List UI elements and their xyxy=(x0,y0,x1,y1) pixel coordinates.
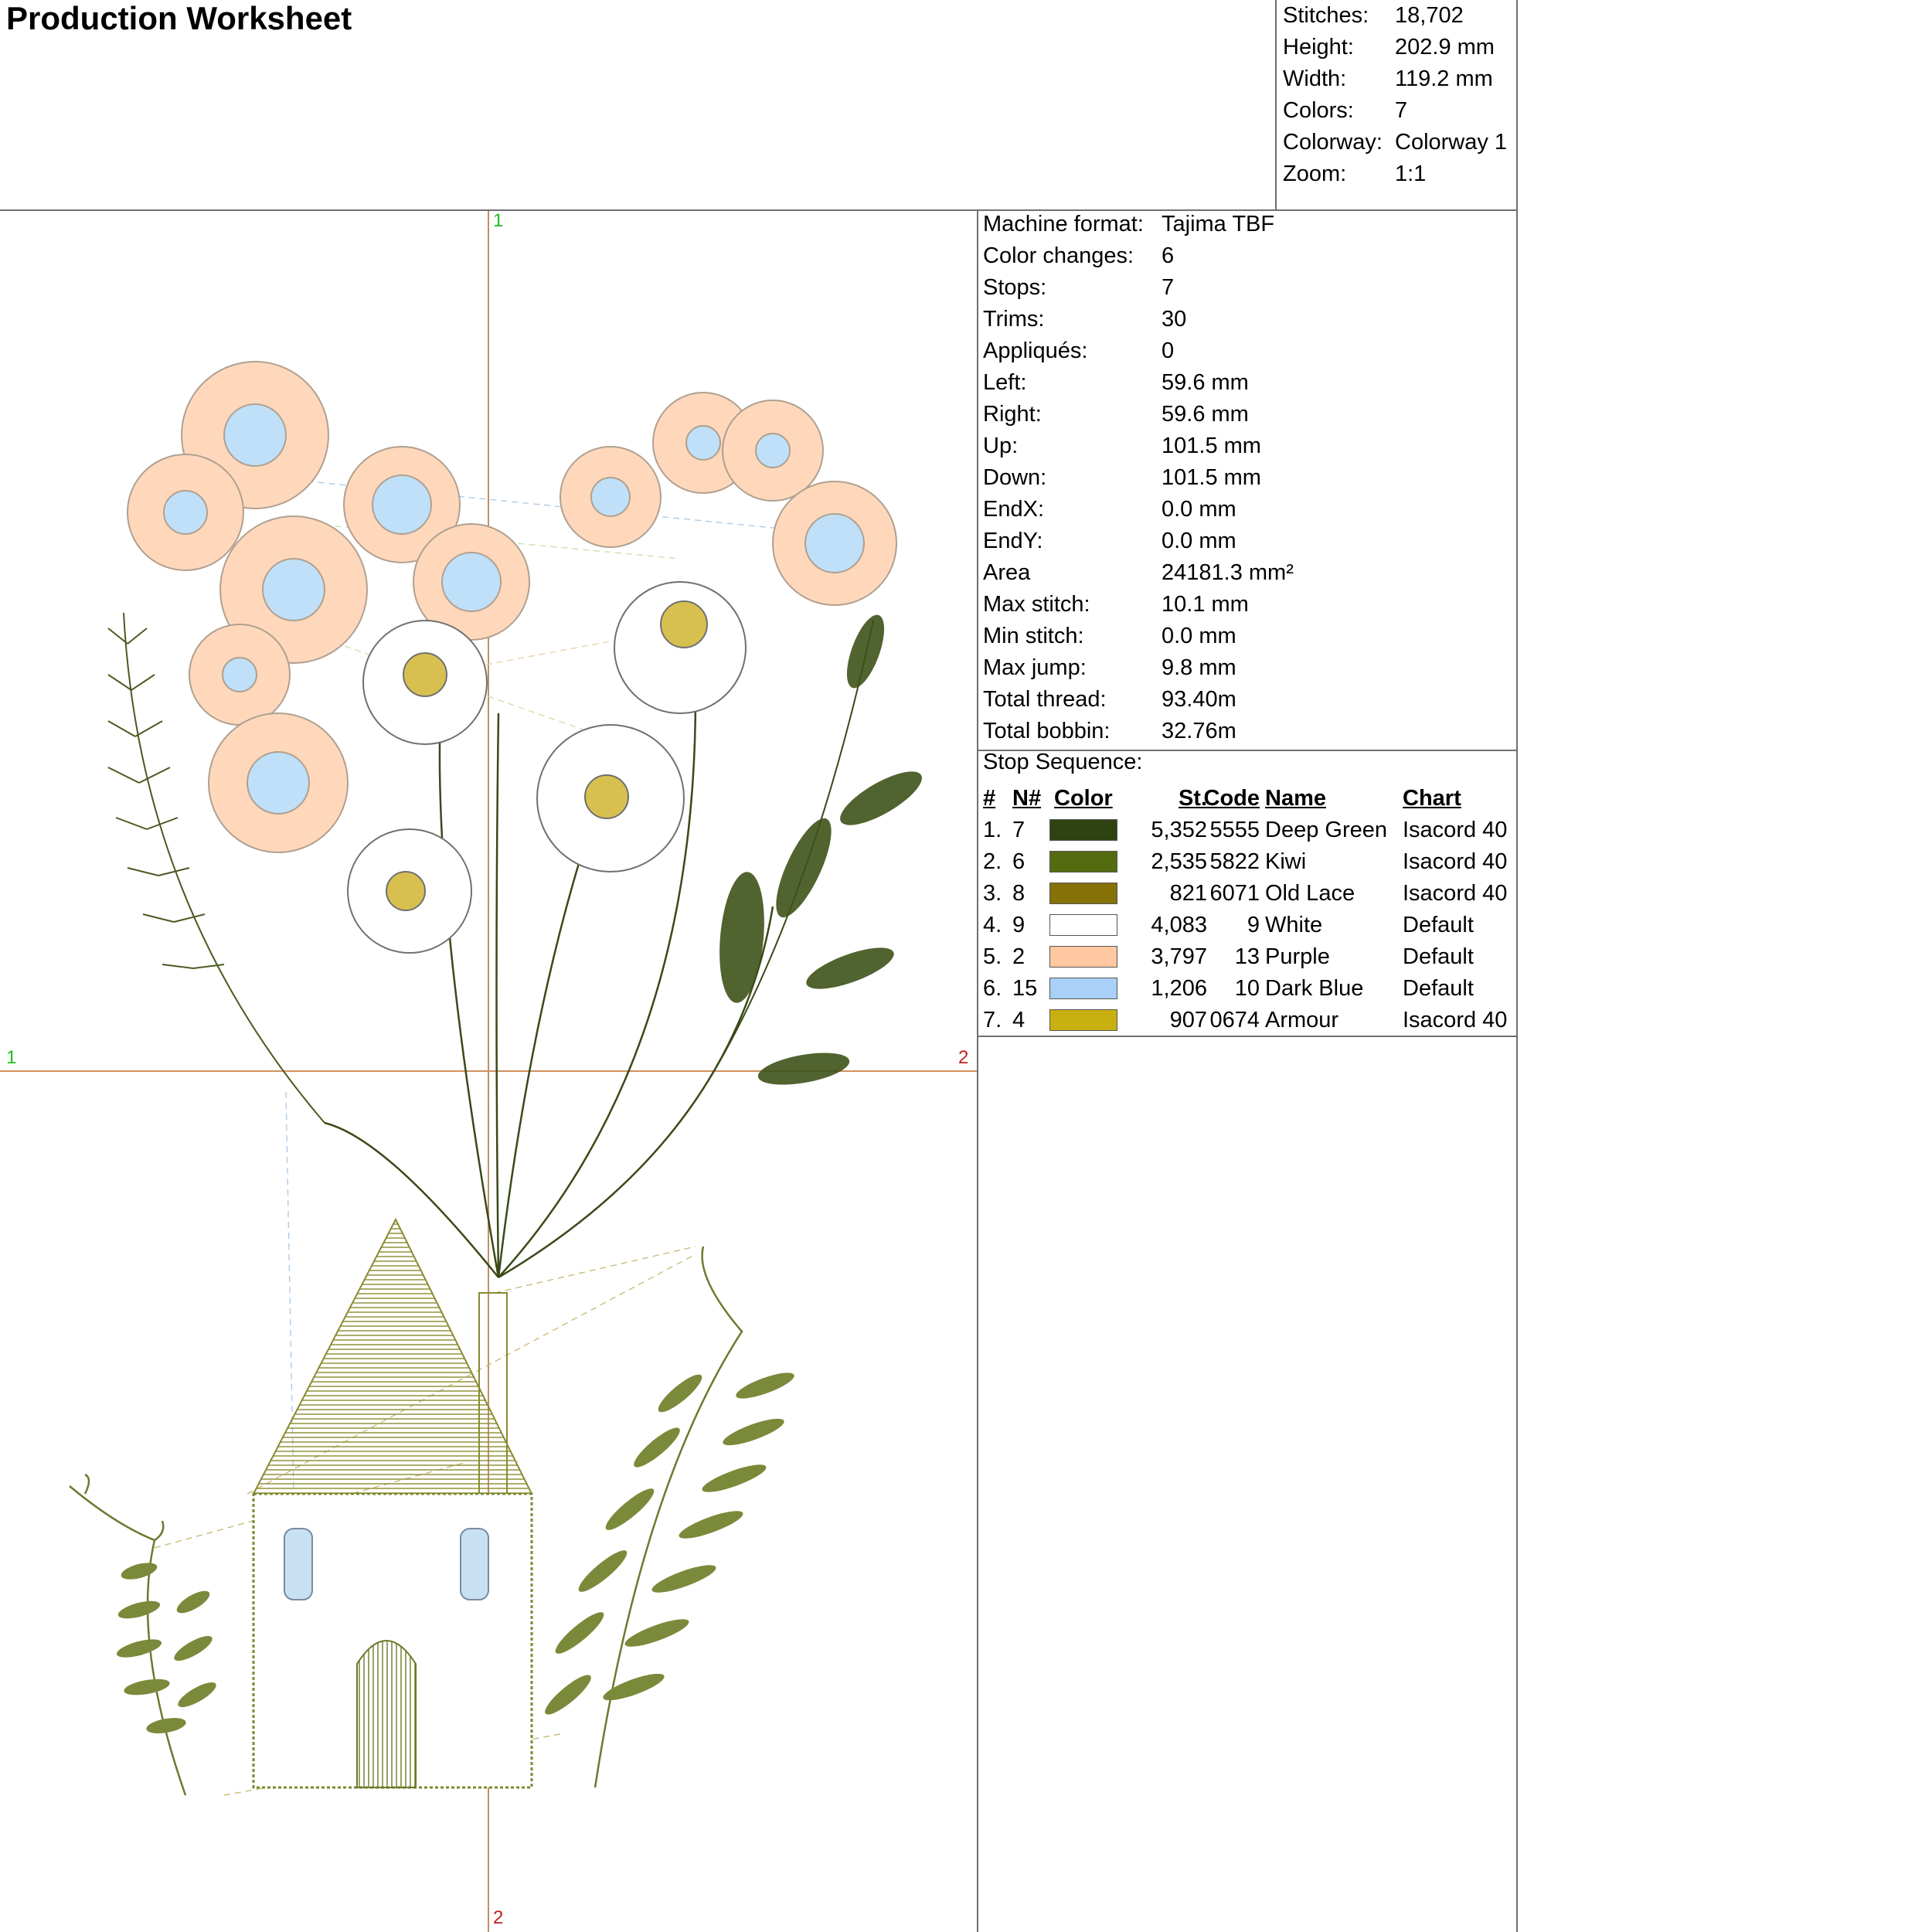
row-index: 7. xyxy=(983,1008,1002,1032)
row-thread-name: Dark Blue xyxy=(1265,976,1364,1001)
guide-marker-left: 1 xyxy=(6,1047,17,1068)
detail-row xyxy=(983,209,1516,240)
color-swatch xyxy=(1049,914,1117,936)
summary-row xyxy=(1283,63,1522,95)
summary-row xyxy=(1283,127,1522,158)
row-index: 3. xyxy=(983,881,1002,906)
summary-label: Colorway: xyxy=(1283,130,1383,155)
table-row xyxy=(983,941,1516,973)
detail-row xyxy=(983,462,1516,494)
color-swatch xyxy=(1049,883,1117,904)
header-chart: Chart xyxy=(1403,786,1461,811)
summary-row xyxy=(1283,158,1522,190)
row-thread-name: Kiwi xyxy=(1265,849,1307,874)
guide-marker-bottom: 2 xyxy=(493,1907,504,1928)
summary-label: Stitches: xyxy=(1283,3,1369,28)
house-window-right xyxy=(461,1529,488,1600)
row-needle: 8 xyxy=(1012,881,1026,906)
row-thread-name: White xyxy=(1265,913,1323,937)
detail-row xyxy=(983,240,1516,272)
row-stitches: 5,352 xyxy=(1151,818,1207,842)
row-stitches: 2,535 xyxy=(1151,849,1207,874)
color-swatch xyxy=(1049,851,1117,872)
detail-row xyxy=(983,621,1516,652)
detail-value: 59.6 mm xyxy=(1162,370,1249,395)
detail-row xyxy=(983,367,1516,399)
detail-row xyxy=(983,272,1516,304)
row-index: 2. xyxy=(983,849,1002,874)
detail-row xyxy=(983,684,1516,716)
detail-value: 7 xyxy=(1162,275,1175,300)
row-stitches: 907 xyxy=(1169,1008,1207,1032)
detail-value: 0.0 mm xyxy=(1162,529,1236,553)
header-needle: N# xyxy=(1012,786,1042,811)
row-chart: Default xyxy=(1403,944,1474,969)
row-chart: Default xyxy=(1403,976,1474,1001)
detail-value: 24181.3 mm² xyxy=(1162,560,1294,585)
row-needle: 2 xyxy=(1012,944,1026,969)
detail-label: EndY: xyxy=(983,529,1043,553)
detail-row xyxy=(983,430,1516,462)
summary-row xyxy=(1283,32,1522,63)
table-row xyxy=(983,846,1516,878)
detail-value: 10.1 mm xyxy=(1162,592,1249,617)
row-chart: Isacord 40 xyxy=(1403,849,1508,874)
detail-label: Trims: xyxy=(983,307,1045,332)
summary-value: 7 xyxy=(1395,98,1408,123)
summary-value: 1:1 xyxy=(1395,162,1427,186)
row-code: 5822 xyxy=(1209,849,1260,874)
detail-value: 101.5 mm xyxy=(1162,465,1261,490)
row-index: 5. xyxy=(983,944,1002,969)
machine-details xyxy=(983,209,1516,747)
row-index: 1. xyxy=(983,818,1002,842)
row-thread-name: Old Lace xyxy=(1265,881,1355,906)
detail-label: Up: xyxy=(983,434,1019,458)
house xyxy=(253,1219,532,1787)
row-chart: Isacord 40 xyxy=(1403,881,1508,906)
detail-value: 30 xyxy=(1162,307,1187,332)
row-code: 5555 xyxy=(1209,818,1260,842)
row-code: 0674 xyxy=(1209,1008,1260,1032)
detail-label: Min stitch: xyxy=(983,624,1084,648)
color-swatch xyxy=(1049,819,1117,841)
header-stitches: St. xyxy=(1178,786,1207,811)
house-door xyxy=(357,1641,416,1787)
detail-value: 101.5 mm xyxy=(1162,434,1261,458)
header-index: # xyxy=(983,786,996,811)
white-daisies xyxy=(348,582,746,953)
detail-label: Right: xyxy=(983,402,1042,427)
detail-label: Area xyxy=(983,560,1031,585)
house-roof xyxy=(253,1219,532,1494)
row-chart: Isacord 40 xyxy=(1403,818,1508,842)
stop-table-header xyxy=(983,783,1516,815)
summary-stats xyxy=(1283,0,1522,190)
summary-left-border xyxy=(1275,0,1277,211)
row-code: 13 xyxy=(1234,944,1260,969)
detail-label: Max jump: xyxy=(983,655,1087,680)
detail-value: 0.0 mm xyxy=(1162,497,1236,522)
detail-value: 9.8 mm xyxy=(1162,655,1236,680)
header-name: Name xyxy=(1265,786,1326,811)
row-code: 6071 xyxy=(1209,881,1260,906)
detail-label: Appliqués: xyxy=(983,338,1088,363)
panel-right-border xyxy=(1516,0,1518,1932)
detail-row xyxy=(983,589,1516,621)
detail-label: Total thread: xyxy=(983,687,1107,712)
row-index: 4. xyxy=(983,913,1002,937)
row-needle: 7 xyxy=(1012,818,1026,842)
stop-sequence-title: Stop Sequence: xyxy=(983,750,1143,774)
row-chart: Isacord 40 xyxy=(1403,1008,1508,1032)
row-stitches: 3,797 xyxy=(1151,944,1207,969)
summary-row xyxy=(1283,95,1522,127)
detail-label: Left: xyxy=(983,370,1027,395)
row-index: 6. xyxy=(983,976,1002,1001)
row-stitches: 1,206 xyxy=(1151,976,1207,1001)
embroidery-design-preview xyxy=(0,211,977,1932)
table-row xyxy=(983,973,1516,1005)
row-needle: 6 xyxy=(1012,849,1026,874)
left-fern-leaflets xyxy=(115,1560,219,1736)
detail-label: Color changes: xyxy=(983,243,1134,268)
header-color: Color xyxy=(1054,786,1113,811)
detail-row xyxy=(983,335,1516,367)
design-right-border xyxy=(977,209,978,1932)
summary-label: Colors: xyxy=(1283,98,1354,123)
row-thread-name: Armour xyxy=(1265,1008,1339,1032)
detail-label: Max stitch: xyxy=(983,592,1090,617)
detail-row xyxy=(983,494,1516,526)
row-chart: Default xyxy=(1403,913,1474,937)
table-row xyxy=(983,910,1516,941)
detail-value: Tajima TBF xyxy=(1162,212,1275,236)
summary-label: Width: xyxy=(1283,66,1347,91)
detail-label: Down: xyxy=(983,465,1047,490)
page-title: Production Worksheet xyxy=(6,0,352,36)
row-stitches: 821 xyxy=(1169,881,1207,906)
detail-row xyxy=(983,526,1516,557)
color-swatch xyxy=(1049,978,1117,999)
row-code: 10 xyxy=(1234,976,1260,1001)
peach-flowers xyxy=(128,362,896,852)
summary-value: 202.9 mm xyxy=(1395,35,1495,60)
detail-label: Stops: xyxy=(983,275,1047,300)
detail-label: EndX: xyxy=(983,497,1044,522)
right-leaves xyxy=(715,611,929,1090)
detail-row xyxy=(983,716,1516,747)
detail-value: 93.40m xyxy=(1162,687,1236,712)
row-needle: 4 xyxy=(1012,1008,1026,1032)
stop-sequence-table xyxy=(983,783,1516,1036)
guide-marker-top: 1 xyxy=(493,210,504,231)
detail-value: 0 xyxy=(1162,338,1175,363)
detail-label: Machine format: xyxy=(983,212,1144,236)
guide-marker-right: 2 xyxy=(958,1047,969,1068)
house-window-left xyxy=(284,1529,312,1600)
table-row xyxy=(983,815,1516,846)
table-row xyxy=(983,878,1516,910)
detail-row xyxy=(983,399,1516,430)
color-swatch xyxy=(1049,1009,1117,1031)
detail-row xyxy=(983,652,1516,684)
summary-value: 18,702 xyxy=(1395,3,1464,28)
row-thread-name: Deep Green xyxy=(1265,818,1387,842)
summary-label: Zoom: xyxy=(1283,162,1347,186)
summary-label: Height: xyxy=(1283,35,1354,60)
detail-row xyxy=(983,557,1516,589)
row-stitches: 4,083 xyxy=(1151,913,1207,937)
summary-value: Colorway 1 xyxy=(1395,130,1508,155)
detail-row xyxy=(983,304,1516,335)
detail-value: 59.6 mm xyxy=(1162,402,1249,427)
detail-value: 32.76m xyxy=(1162,719,1236,743)
detail-label: Total bobbin: xyxy=(983,719,1111,743)
row-needle: 15 xyxy=(1012,976,1038,1001)
detail-value: 6 xyxy=(1162,243,1175,268)
color-swatch xyxy=(1049,946,1117,968)
right-leafy-branch xyxy=(711,621,873,1077)
right-fern-leaflets xyxy=(540,1368,797,1719)
table-row xyxy=(983,1005,1516,1036)
row-code: 9 xyxy=(1247,913,1260,937)
detail-value: 0.0 mm xyxy=(1162,624,1236,648)
header-code: Code xyxy=(1203,786,1260,811)
summary-value: 119.2 mm xyxy=(1395,66,1493,91)
row-thread-name: Purple xyxy=(1265,944,1330,969)
summary-row xyxy=(1283,0,1522,32)
row-needle: 9 xyxy=(1012,913,1026,937)
left-vine-fern xyxy=(70,1475,185,1795)
